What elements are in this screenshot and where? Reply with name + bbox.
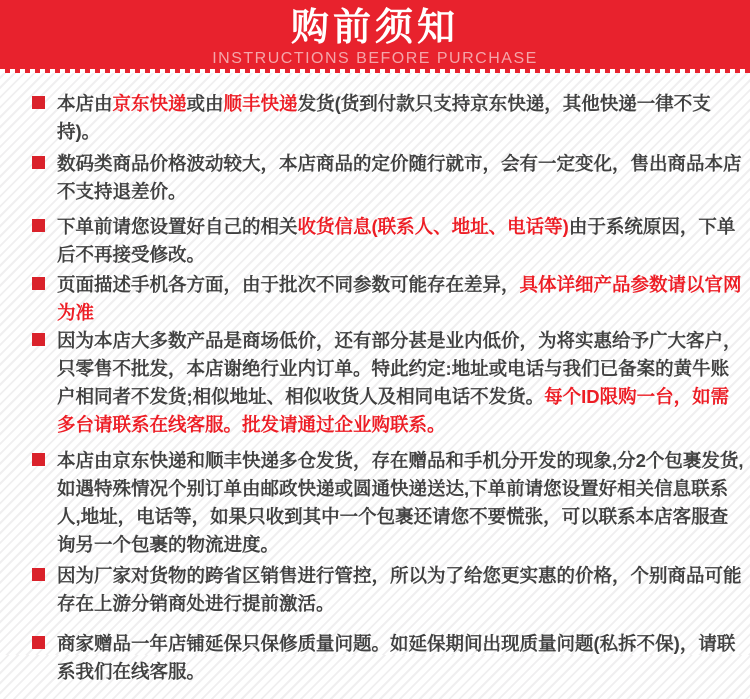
notice-text-segment: 因为本店大多数产品是商场低价，还有部分甚是业内低价，为将实惠给予广大客户，只零售不批发，本店谢绝行业内订单。特此约定:地址或电话与我们已备案的黄牛账户相同者不发货;相似地址、相似收货人及相同电话不发货。 — [57, 330, 742, 407]
notice-item — [32, 150, 744, 206]
bullet-square-icon — [32, 453, 45, 466]
notice-text-segment: 数码类商品价格波动较大，本店商品的定价随行就市，会有一定变化，售出商品本店不支持退差价。 — [57, 153, 742, 202]
notice-text-segment: 商家赠品一年店铺延保只保修质量问题。如延保期间出现质量问题(私拆不保)，请联系我们在线客服。 — [57, 633, 736, 682]
notice-item — [32, 271, 744, 327]
notice-text-segment: 下单前请您设置好自己的相关 — [57, 216, 298, 237]
bullet-square-icon — [32, 636, 45, 649]
notice-item — [32, 213, 744, 269]
notice-text-segment: 发货(货到付款只支持京东快递，其他快递一律不支持)。 — [57, 93, 711, 142]
bullet-square-icon — [32, 219, 45, 232]
notice-text — [57, 90, 744, 146]
notice-text — [57, 150, 744, 206]
notice-text — [57, 630, 744, 686]
notice-item — [32, 447, 744, 559]
notice-text-segment: 由于系统原因，下单后不再接受修改。 — [57, 216, 736, 265]
notice-text-emphasis: 京东快递 — [112, 93, 187, 114]
bullet-square-icon — [32, 156, 45, 169]
notice-text — [57, 213, 744, 269]
page-title: 购前须知 — [290, 7, 459, 49]
notice-text-segment: 本店由 — [57, 93, 113, 114]
perforated-edge-decoration — [0, 69, 750, 73]
page-subtitle: INSTRUCTIONS BEFORE PURCHASE — [212, 50, 538, 67]
bullet-square-icon — [32, 568, 45, 581]
notice-item — [32, 90, 744, 146]
notice-text — [57, 327, 744, 439]
notice-text-segment: 页面描述手机各方面，由于批次不同参数可能存在差异， — [57, 274, 520, 295]
notice-text-emphasis: 收货信息(联系人、地址、电话等) — [297, 216, 569, 237]
bullet-square-icon — [32, 277, 45, 290]
notice-item — [32, 327, 744, 439]
notice-text-emphasis: 具体详细产品参数请以官网为准 — [57, 274, 742, 323]
notice-text-emphasis: 顺丰快递 — [223, 93, 298, 114]
notice-text-emphasis: 每个ID限购一台，如需多台请联系在线客服。批发请通过企业购联系。 — [57, 386, 730, 435]
notice-text-segment: 本店由京东快递和顺丰快递多仓发货，存在赠品和手机分开发的现象,分2个包裹发货,如遇特殊情况个别订单由邮政快递或圆通快递送达,下单前请您设置好相关信息联系人,地址，电话等，如果只收到其中一个包裹还请您不要慌张，可以联系本店客服查询另一个包裹的物流进度。 — [57, 450, 744, 555]
notice-text — [57, 447, 744, 559]
notice-text — [57, 271, 744, 327]
notice-text — [57, 562, 744, 618]
bullet-square-icon — [32, 96, 45, 109]
notice-text-segment: 或由 — [186, 93, 224, 114]
notice-list — [0, 73, 750, 699]
header-banner — [0, 0, 750, 73]
bullet-square-icon — [32, 333, 45, 346]
notice-item — [32, 630, 744, 686]
notice-item — [32, 562, 744, 618]
notice-text-segment: 因为厂家对货物的跨省区销售进行管控，所以为了给您更实惠的价格，个别商品可能存在上游分销商处进行提前激活。 — [57, 565, 742, 614]
